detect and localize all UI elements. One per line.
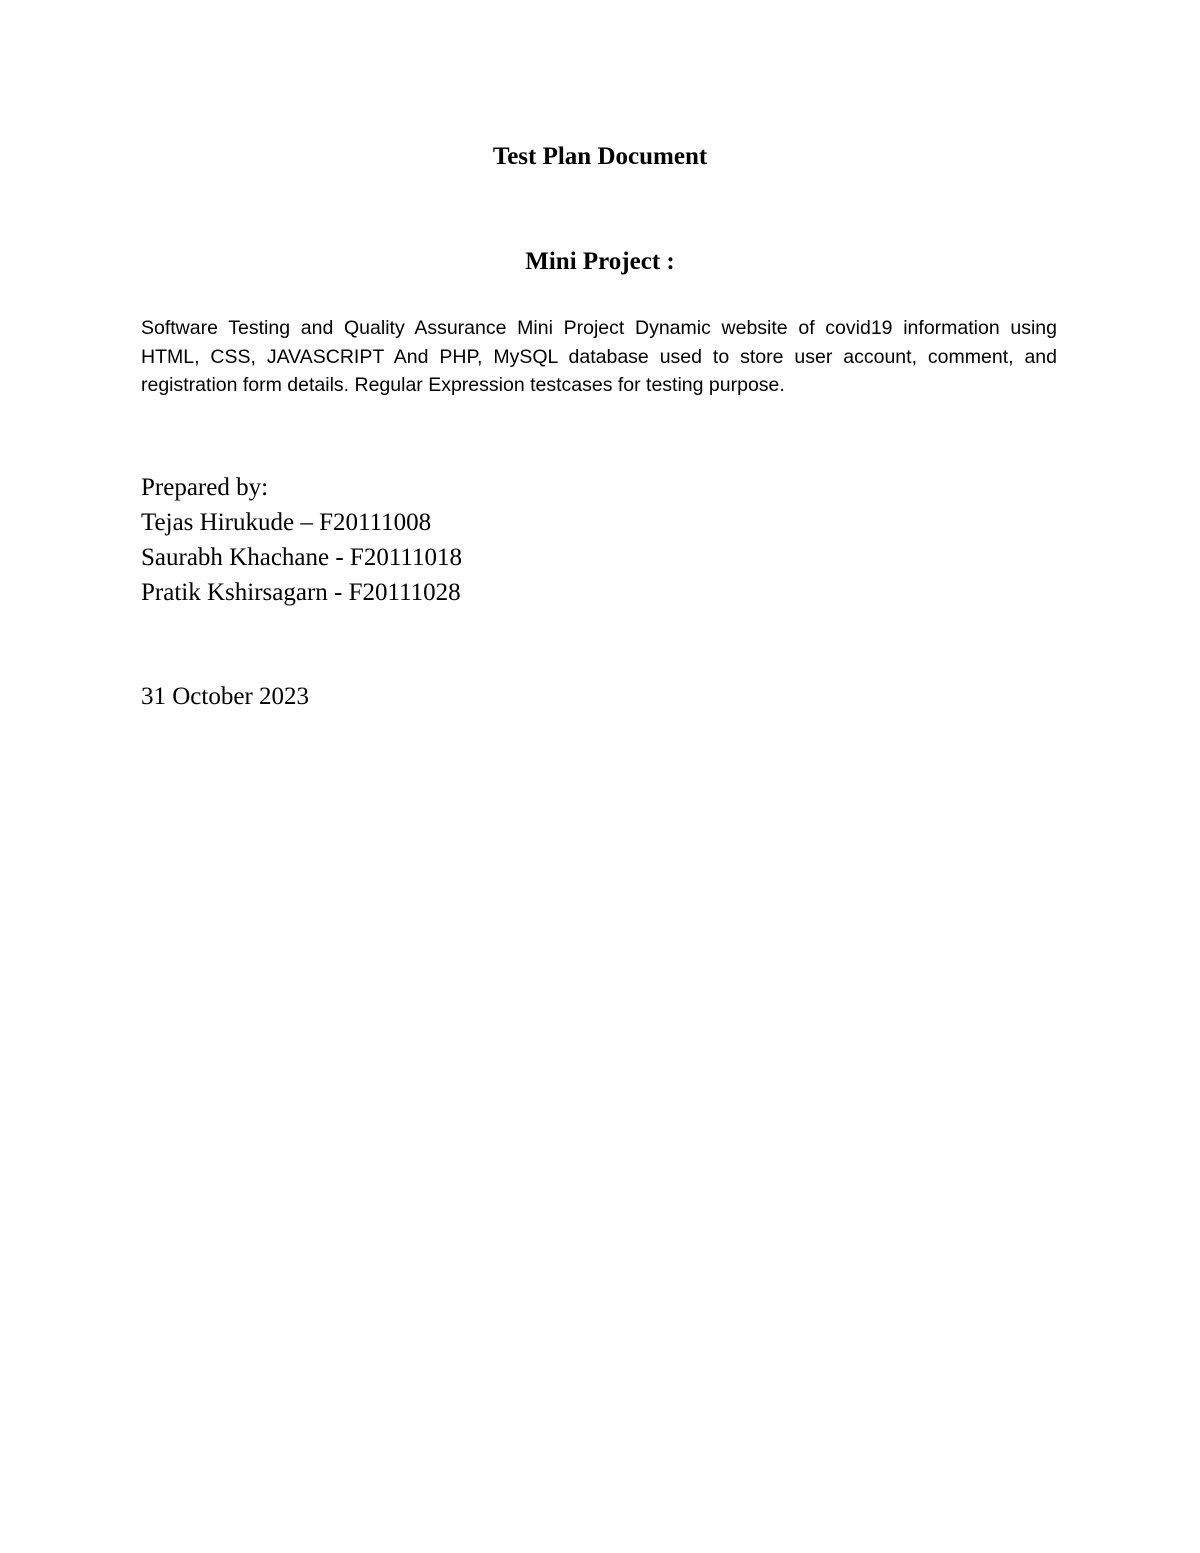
- project-description: Software Testing and Quality Assurance Mini Project Dynamic website of covid19 information using HTML, CSS, JAVASCRIPT And PHP, MySQL database used to store user account, comment, and registration form details. Regular Expression testcases for testing purpose.: [141, 317, 1057, 396]
- prepared-by-block: [141, 470, 462, 610]
- document-date: 31 October 2023: [141, 683, 310, 710]
- document-title: Test Plan Document: [492, 143, 708, 170]
- section-heading: Mini Project :: [525, 248, 675, 275]
- author-name: Pratik Kshirsagarn - F20111028: [141, 579, 461, 606]
- prepared-by-label: Prepared by:: [141, 474, 269, 501]
- author-name: Tejas Hirukude – F20111008: [141, 509, 432, 536]
- author-name: Saurabh Khachane - F20111018: [141, 544, 462, 571]
